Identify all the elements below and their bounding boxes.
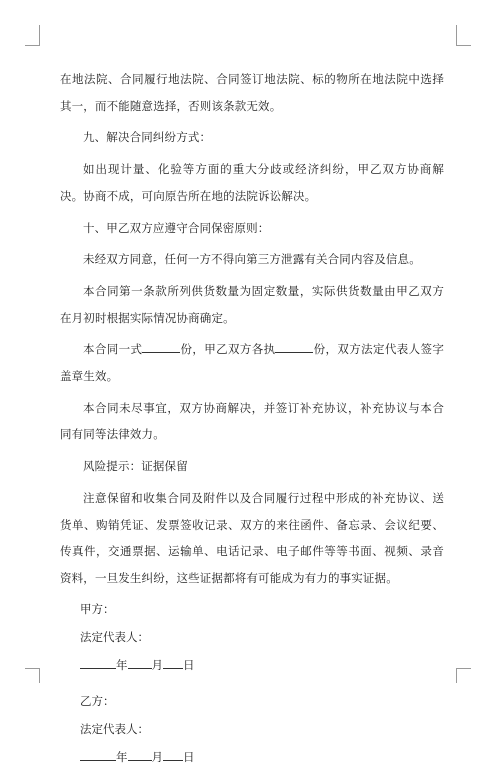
party-a-month-label: 月 — [151, 657, 163, 672]
party-a-year-label: 年 — [116, 657, 128, 672]
party-a-label: 甲方： — [80, 601, 115, 616]
party-a-day-blank — [163, 656, 183, 669]
paragraph-dispute-resolution: 如出现计量、化验等方面的重大分歧或经济纠纷，甲乙双方协商解决。协商不成，可向原告所在地的法院诉讼解决。 — [60, 162, 444, 203]
party-b-month-blank — [128, 748, 152, 761]
crop-mark-bottom-right — [456, 668, 471, 683]
crop-mark-top-right — [456, 25, 471, 46]
party-b-day-label: 日 — [183, 749, 195, 764]
party-a-year-blank — [80, 656, 116, 669]
copies-text-2: 份，甲乙双方各执 — [180, 342, 276, 357]
copies-each-blank — [275, 340, 313, 353]
heading-risk-tip: 风险提示：证据保留 — [83, 459, 188, 474]
party-b-month-label: 月 — [151, 749, 163, 764]
document-body — [60, 66, 444, 773]
paragraph-supplementary: 本合同未尽事宜，双方协商解决，并签订补充协议，补充协议与本合同有同等法律效力。 — [60, 400, 444, 442]
paragraph-evidence: 注意保留和收集合同及附件以及合同履行过程中形成的补充协议、送货单、购销凭证、发票签收记录、双方的来往函件、备忘录、会议纪要、传真件，交通票据、运输单、电话记录、电子邮件等等书面、视频、录音资料，一旦发生纠纷，这些证据都将有可能成为有力的事实证据。 — [60, 491, 444, 585]
party-a-day-label: 日 — [183, 657, 195, 672]
party-a-legal-rep-label: 法定代表人： — [80, 629, 149, 644]
crop-mark-top-left — [25, 25, 40, 46]
crop-mark-bottom-left — [25, 668, 40, 683]
party-b-legal-rep-label: 法定代表人： — [80, 721, 149, 736]
paragraph-court-choice: 在地法院、合同履行地法院、合同签订地法院、标的物所在地法院中选择其一，而不能随意选择，否则该条款无效。 — [60, 72, 444, 113]
copies-total-blank — [142, 340, 180, 353]
copies-text-1: 本合同一式 — [83, 342, 143, 357]
party-a-date-line — [60, 653, 444, 677]
party-b-label: 乙方： — [80, 693, 115, 708]
heading-dispute-resolution: 九、解决合同纠纷方式： — [83, 130, 212, 145]
copies-text-3: 份，双方法定代表人签字盖章生效。 — [60, 342, 444, 384]
party-b-day-blank — [163, 748, 183, 761]
party-b-year-label: 年 — [116, 749, 128, 764]
paragraph-confidentiality: 未经双方同意，任何一方不得向第三方泄露有关合同内容及信息。 — [83, 252, 421, 267]
paragraph-supply-quantity: 本合同第一条款所列供货数量为固定数量，实际供货数量由甲乙双方在月初时根据实际情况协商确定。 — [60, 284, 444, 325]
party-a-month-blank — [128, 656, 152, 669]
heading-confidentiality: 十、甲乙双方应遵守合同保密原则： — [83, 220, 270, 235]
party-b-year-blank — [80, 748, 116, 761]
party-b-date-line — [60, 745, 444, 769]
paragraph-copies — [60, 336, 444, 389]
